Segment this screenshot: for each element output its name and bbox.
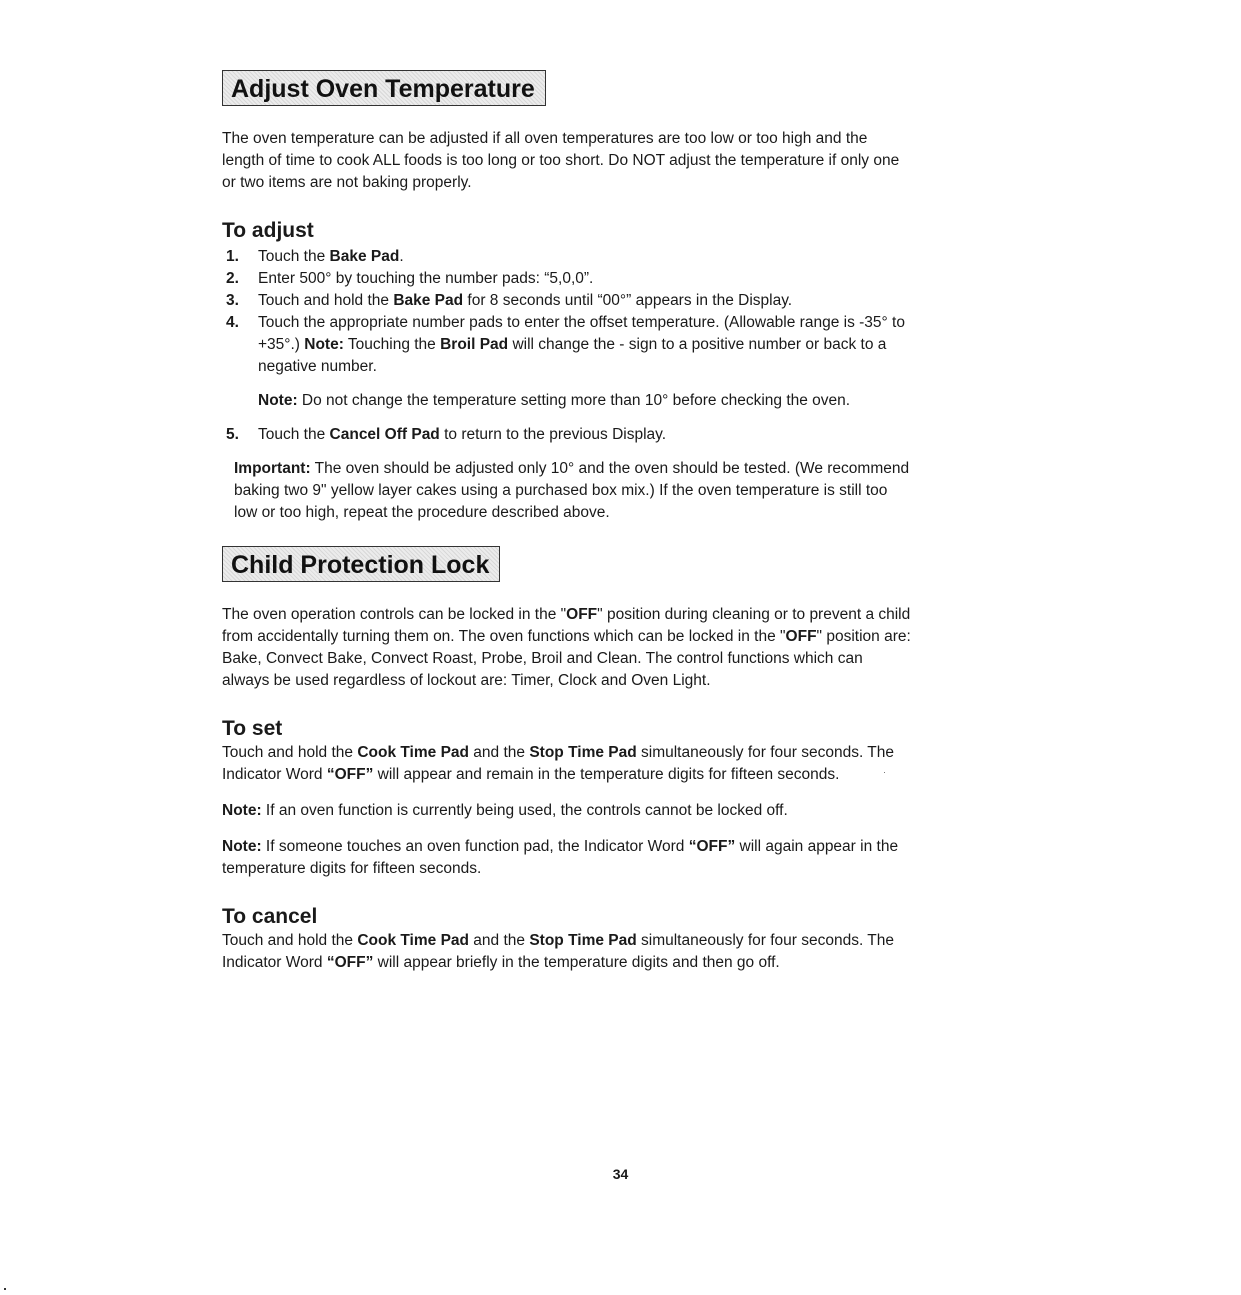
page-number: 34	[612, 1166, 629, 1182]
adjust-intro-paragraph: The oven temperature can be adjusted if all oven temperatures are too low or too high and the length of time to cook ALL foods is too long or too short. Do NOT adjust the temperature if only one or two items are not baking properly.	[222, 130, 900, 191]
to-set-paragraph: Touch and hold the Cook Time Pad and the Stop Time Pad simultaneously for four seconds. The Indicator Word “OFF” will appear and remain in the temperature digits for fifteen seconds.	[222, 744, 895, 783]
heading-to-set: To set	[222, 717, 283, 740]
scan-speck	[4, 1288, 6, 1290]
section-title-adjust-oven-temperature: Adjust Oven Temperature	[222, 70, 546, 106]
step-1: 1. Touch the Bake Pad.	[226, 248, 404, 265]
important-note: Important: The oven should be adjusted only 10° and the oven should be tested. (We recommend baking two 9" yellow layer cakes using a purchased box mix.) If the oven temperature is still too low or too high, repeat the procedure described above.	[234, 460, 910, 521]
adjust-note: Note: Do not change the temperature setting more than 10° before checking the oven.	[258, 392, 851, 409]
to-cancel-paragraph: Touch and hold the Cook Time Pad and the Stop Time Pad simultaneously for four seconds. The Indicator Word “OFF” will appear briefly in the temperature digits and then go off.	[222, 932, 895, 971]
scan-speck-2	[884, 772, 885, 773]
adjust-step-5-list	[222, 424, 912, 446]
step-2: 2. Enter 500° by touching the number pads: “5,0,0”.	[226, 270, 594, 287]
set-note-2: Note: If someone touches an oven function pad, the Indicator Word “OFF” will again appear in the temperature digits for fifteen seconds.	[222, 838, 899, 877]
child-lock-intro-paragraph: The oven operation controls can be locked in the "OFF" position during cleaning or to prevent a child from accidentally turning them on. The oven functions which can be locked in the "OFF" position are: Bake, Convect Bake, Convect Roast, Probe, Broil and Clean. The control functions which can always be used regardless of lockout are: Timer, Clock and Oven Light.	[222, 606, 911, 689]
step-5: 5. Touch the Cancel Off Pad to return to the previous Display.	[226, 426, 667, 443]
step-3: 3. Touch and hold the Bake Pad for 8 seconds until “00°” appears in the Display.	[226, 292, 793, 309]
heading-to-cancel: To cancel	[222, 905, 318, 928]
set-note-1: Note: If an oven function is currently being used, the controls cannot be locked off.	[222, 802, 788, 819]
step-4: 4. Touch the appropriate number pads to enter the offset temperature. (Allowable range is -35° to +35°.) Note: Touching the Broil Pad will change the - sign to a positive number or back to a negative number.	[226, 314, 905, 375]
section-banner-child-lock	[222, 546, 912, 582]
manual-page	[222, 70, 912, 974]
heading-to-adjust: To adjust	[222, 219, 314, 242]
adjust-steps-list	[222, 246, 912, 378]
section-title-child-protection-lock: Child Protection Lock	[222, 546, 500, 582]
section-banner-adjust	[222, 70, 912, 106]
